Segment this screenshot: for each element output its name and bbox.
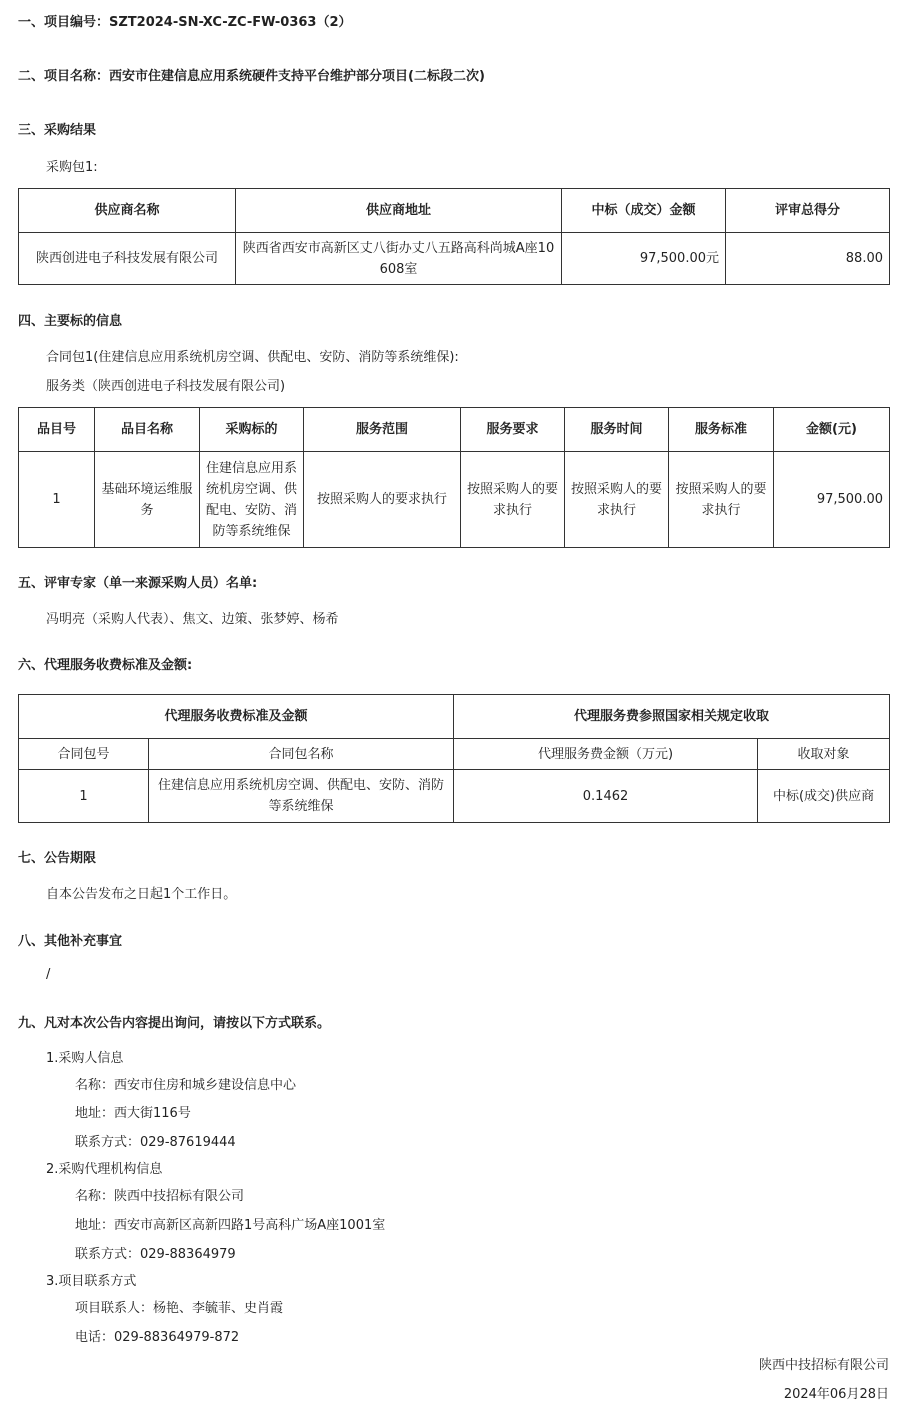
other-text: / (46, 967, 51, 982)
section-project-number: 一、项目编号：SZT2024-SN-XC-ZC-FW-0363（2） (18, 15, 352, 30)
result-header-score: 评审总得分 (726, 189, 890, 233)
contact-agency-name: 名称：陕西中技招标有限公司 (75, 1189, 245, 1204)
item-header-no: 品目号 (19, 408, 95, 452)
total-score: 88.00 (726, 233, 890, 285)
item-time: 按照采购人的要求执行 (565, 452, 669, 548)
result-header-address: 供应商地址 (236, 189, 562, 233)
item-requirement: 按照采购人的要求执行 (461, 452, 565, 548)
contact-project-person: 项目联系人：杨艳、李毓菲、史肖霞 (75, 1301, 284, 1316)
item-table (18, 407, 890, 548)
item-standard: 按照采购人的要求执行 (669, 452, 774, 548)
item-header-standard: 服务标准 (669, 408, 774, 452)
result-header-supplier: 供应商名称 (19, 189, 236, 233)
result-header-amount: 中标（成交）金额 (562, 189, 726, 233)
contact-agency-address: 地址：西安市高新区高新四路1号高科广场A座1001室 (75, 1218, 386, 1233)
section-procurement-result: 三、采购结果 (18, 123, 97, 138)
fee-header-payer: 收取对象 (758, 739, 890, 770)
section-contact: 九、凡对本次公告内容提出询问，请按以下方式联系。 (18, 1016, 331, 1031)
fee-package-no: 1 (19, 770, 149, 823)
item-subject: 住建信息应用系统机房空调、供配电、安防、消防等系统维保 (200, 452, 304, 548)
package-label: 采购包1: (46, 160, 98, 175)
fee-amount: 0.1462 (454, 770, 758, 823)
fee-header-standard: 代理服务收费标准及金额 (19, 695, 454, 739)
supplier-address: 陕西省西安市高新区丈八街办丈八五路高科尚城A座10608室 (236, 233, 562, 285)
item-no: 1 (19, 452, 95, 548)
supplier-name: 陕西创进电子科技发展有限公司 (19, 233, 236, 285)
table-row (19, 452, 890, 548)
item-scope: 按照采购人的要求执行 (304, 452, 461, 548)
footer-date: 2024年06月28日 (783, 1387, 889, 1402)
period-text: 自本公告发布之日起1个工作日。 (46, 887, 237, 902)
expert-list: 冯明亮（采购人代表）、焦文、边策、张梦婷、杨希 (46, 612, 339, 627)
contact-agency-phone: 联系方式：029-88364979 (75, 1247, 236, 1262)
fee-header-amount: 代理服务费金额（万元) (454, 739, 758, 770)
section-period: 七、公告期限 (18, 851, 97, 866)
item-header-time: 服务时间 (565, 408, 669, 452)
fee-header-reference: 代理服务费参照国家相关规定收取 (454, 695, 890, 739)
item-header-subject: 采购标的 (200, 408, 304, 452)
section-agency-fee: 六、代理服务收费标准及金额: (18, 658, 193, 673)
table-row (19, 233, 890, 285)
contact-project-title: 3.项目联系方式 (46, 1274, 137, 1289)
contract-package-label: 合同包1(住建信息应用系统机房空调、供配电、安防、消防等系统维保): (46, 350, 459, 365)
contact-project-phone: 电话：029-88364979-872 (75, 1330, 240, 1345)
footer-organization: 陕西中技招标有限公司 (758, 1358, 889, 1373)
item-header-name: 品目名称 (95, 408, 200, 452)
item-amount: 97,500.00 (774, 452, 890, 548)
fee-payer: 中标(成交)供应商 (758, 770, 890, 823)
contact-purchaser-name: 名称：西安市住房和城乡建设信息中心 (75, 1078, 297, 1093)
result-table (18, 188, 890, 285)
bid-amount: 97,500.00元 (562, 233, 726, 285)
fee-table (18, 694, 890, 823)
fee-package-name: 住建信息应用系统机房空调、供配电、安防、消防等系统维保 (149, 770, 454, 823)
fee-header-package-name: 合同包名称 (149, 739, 454, 770)
item-header-amount: 金额(元) (774, 408, 890, 452)
item-header-scope: 服务范围 (304, 408, 461, 452)
section-project-name: 二、项目名称：西安市住建信息应用系统硬件支持平台维护部分项目(二标段二次) (18, 69, 485, 84)
fee-header-package-no: 合同包号 (19, 739, 149, 770)
contact-agency-title: 2.采购代理机构信息 (46, 1162, 163, 1177)
section-experts: 五、评审专家（单一来源采购人员）名单: (18, 576, 258, 591)
contact-purchaser-title: 1.采购人信息 (46, 1051, 124, 1066)
section-other: 八、其他补充事宜 (18, 934, 123, 949)
item-name: 基础环境运维服务 (95, 452, 200, 548)
item-header-requirement: 服务要求 (461, 408, 565, 452)
table-row (19, 770, 890, 823)
contact-purchaser-address: 地址：西大街116号 (75, 1106, 191, 1121)
section-main-items: 四、主要标的信息 (18, 314, 123, 329)
service-type-label: 服务类（陕西创进电子科技发展有限公司) (46, 379, 286, 394)
contact-purchaser-phone: 联系方式：029-87619444 (75, 1135, 236, 1150)
